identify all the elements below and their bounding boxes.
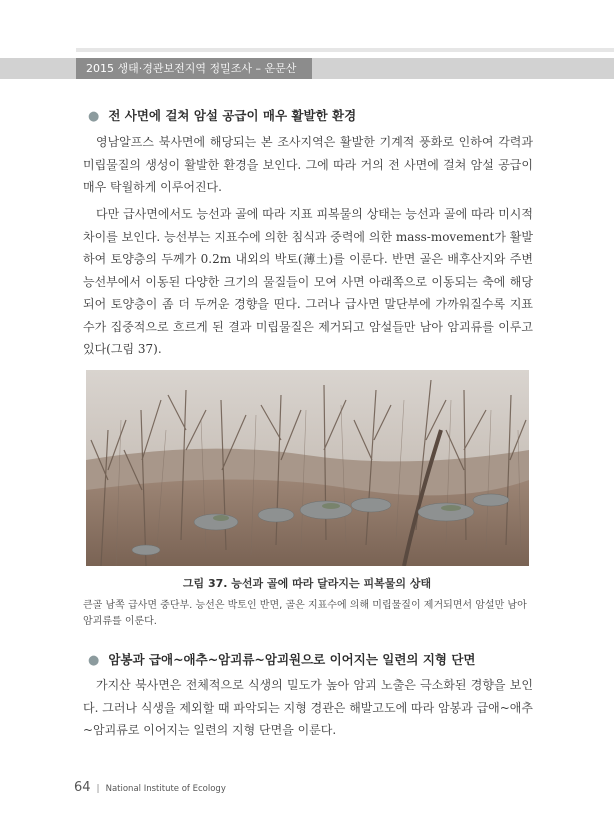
- footer-separator: |: [96, 784, 100, 794]
- footer-organization: National Institute of Ecology: [105, 784, 226, 794]
- section-heading-1-text: 전 사면에 걸쳐 암설 공급이 매우 활발한 환경: [108, 108, 357, 123]
- figure-caption-description: 큰골 남쪽 급사면 중단부. 능선은 박토인 반면, 골은 지표수에 의해 미립물질이 제거되면서 암설만 남아 암괴류를 이룬다.: [83, 600, 527, 627]
- running-header-title: 2015 생태·경관보전지역 정밀조사 – 운문산: [86, 62, 297, 75]
- figure-37-photo: [86, 370, 529, 566]
- figure-caption-title: 그림 37. 능선과 골에 따라 달라지는 피복물의 상태: [182, 577, 432, 590]
- bullet-icon: ●: [88, 653, 100, 668]
- section-heading-2: [88, 650, 475, 668]
- section-heading-2-text: 암봉과 급애~애추~암괴류~암괴원으로 이어지는 일련의 지형 단면: [108, 652, 476, 667]
- paragraph: 가지산 북사면은 전체적으로 식생의 밀도가 높아 암괴 노출은 극소화된 경향을 보인다. 그러나 식생을 제외할 때 파악되는 지형 경관은 해발고도에 따라 암봉과 급애~애추~암괴류로 이어지는 일련의 지형 단면을 이룬다.: [83, 678, 533, 737]
- paragraph: 다만 급사면에서도 능선과 골에 따라 지표 피복물의 상태는 능선과 골에 따라 미시적 차이를 보인다. 능선부는 지표수에 의한 침식과 중력에 의한 mass-movement가 활발하여 토양층의 두께가 0.2m 내외의 박토(薄土)를 이룬다. 반면 골은 배후산지와 주변 능선부에서 이동된 다양한 크기의 물질들이 모여 사면 아래쪽으로 이동되는 축에 해당되어 토양층이 좀 더 두꺼운 경향을 띤다. 그러나 급사면 말단부에 가까워질수록 지표수가 집중적으로 흐르게 된 결과 미립물질은 제거되고 암설들만 남아 암괴류를 이루고 있다(그림 37).: [83, 207, 533, 356]
- paragraph: 영남알프스 북사면에 해당되는 본 조사지역은 활발한 기계적 풍화로 인하여 각력과 미립물질의 생성이 활발한 환경을 보인다. 그에 따라 거의 전 사면에 걸쳐 암설 공급이 매우 탁월하게 이루어진다.: [83, 135, 533, 194]
- section-heading-1: [88, 106, 356, 124]
- page-number: 64: [74, 780, 91, 795]
- header-rule: [76, 48, 614, 52]
- page-footer: [74, 776, 226, 795]
- bullet-icon: ●: [88, 109, 100, 124]
